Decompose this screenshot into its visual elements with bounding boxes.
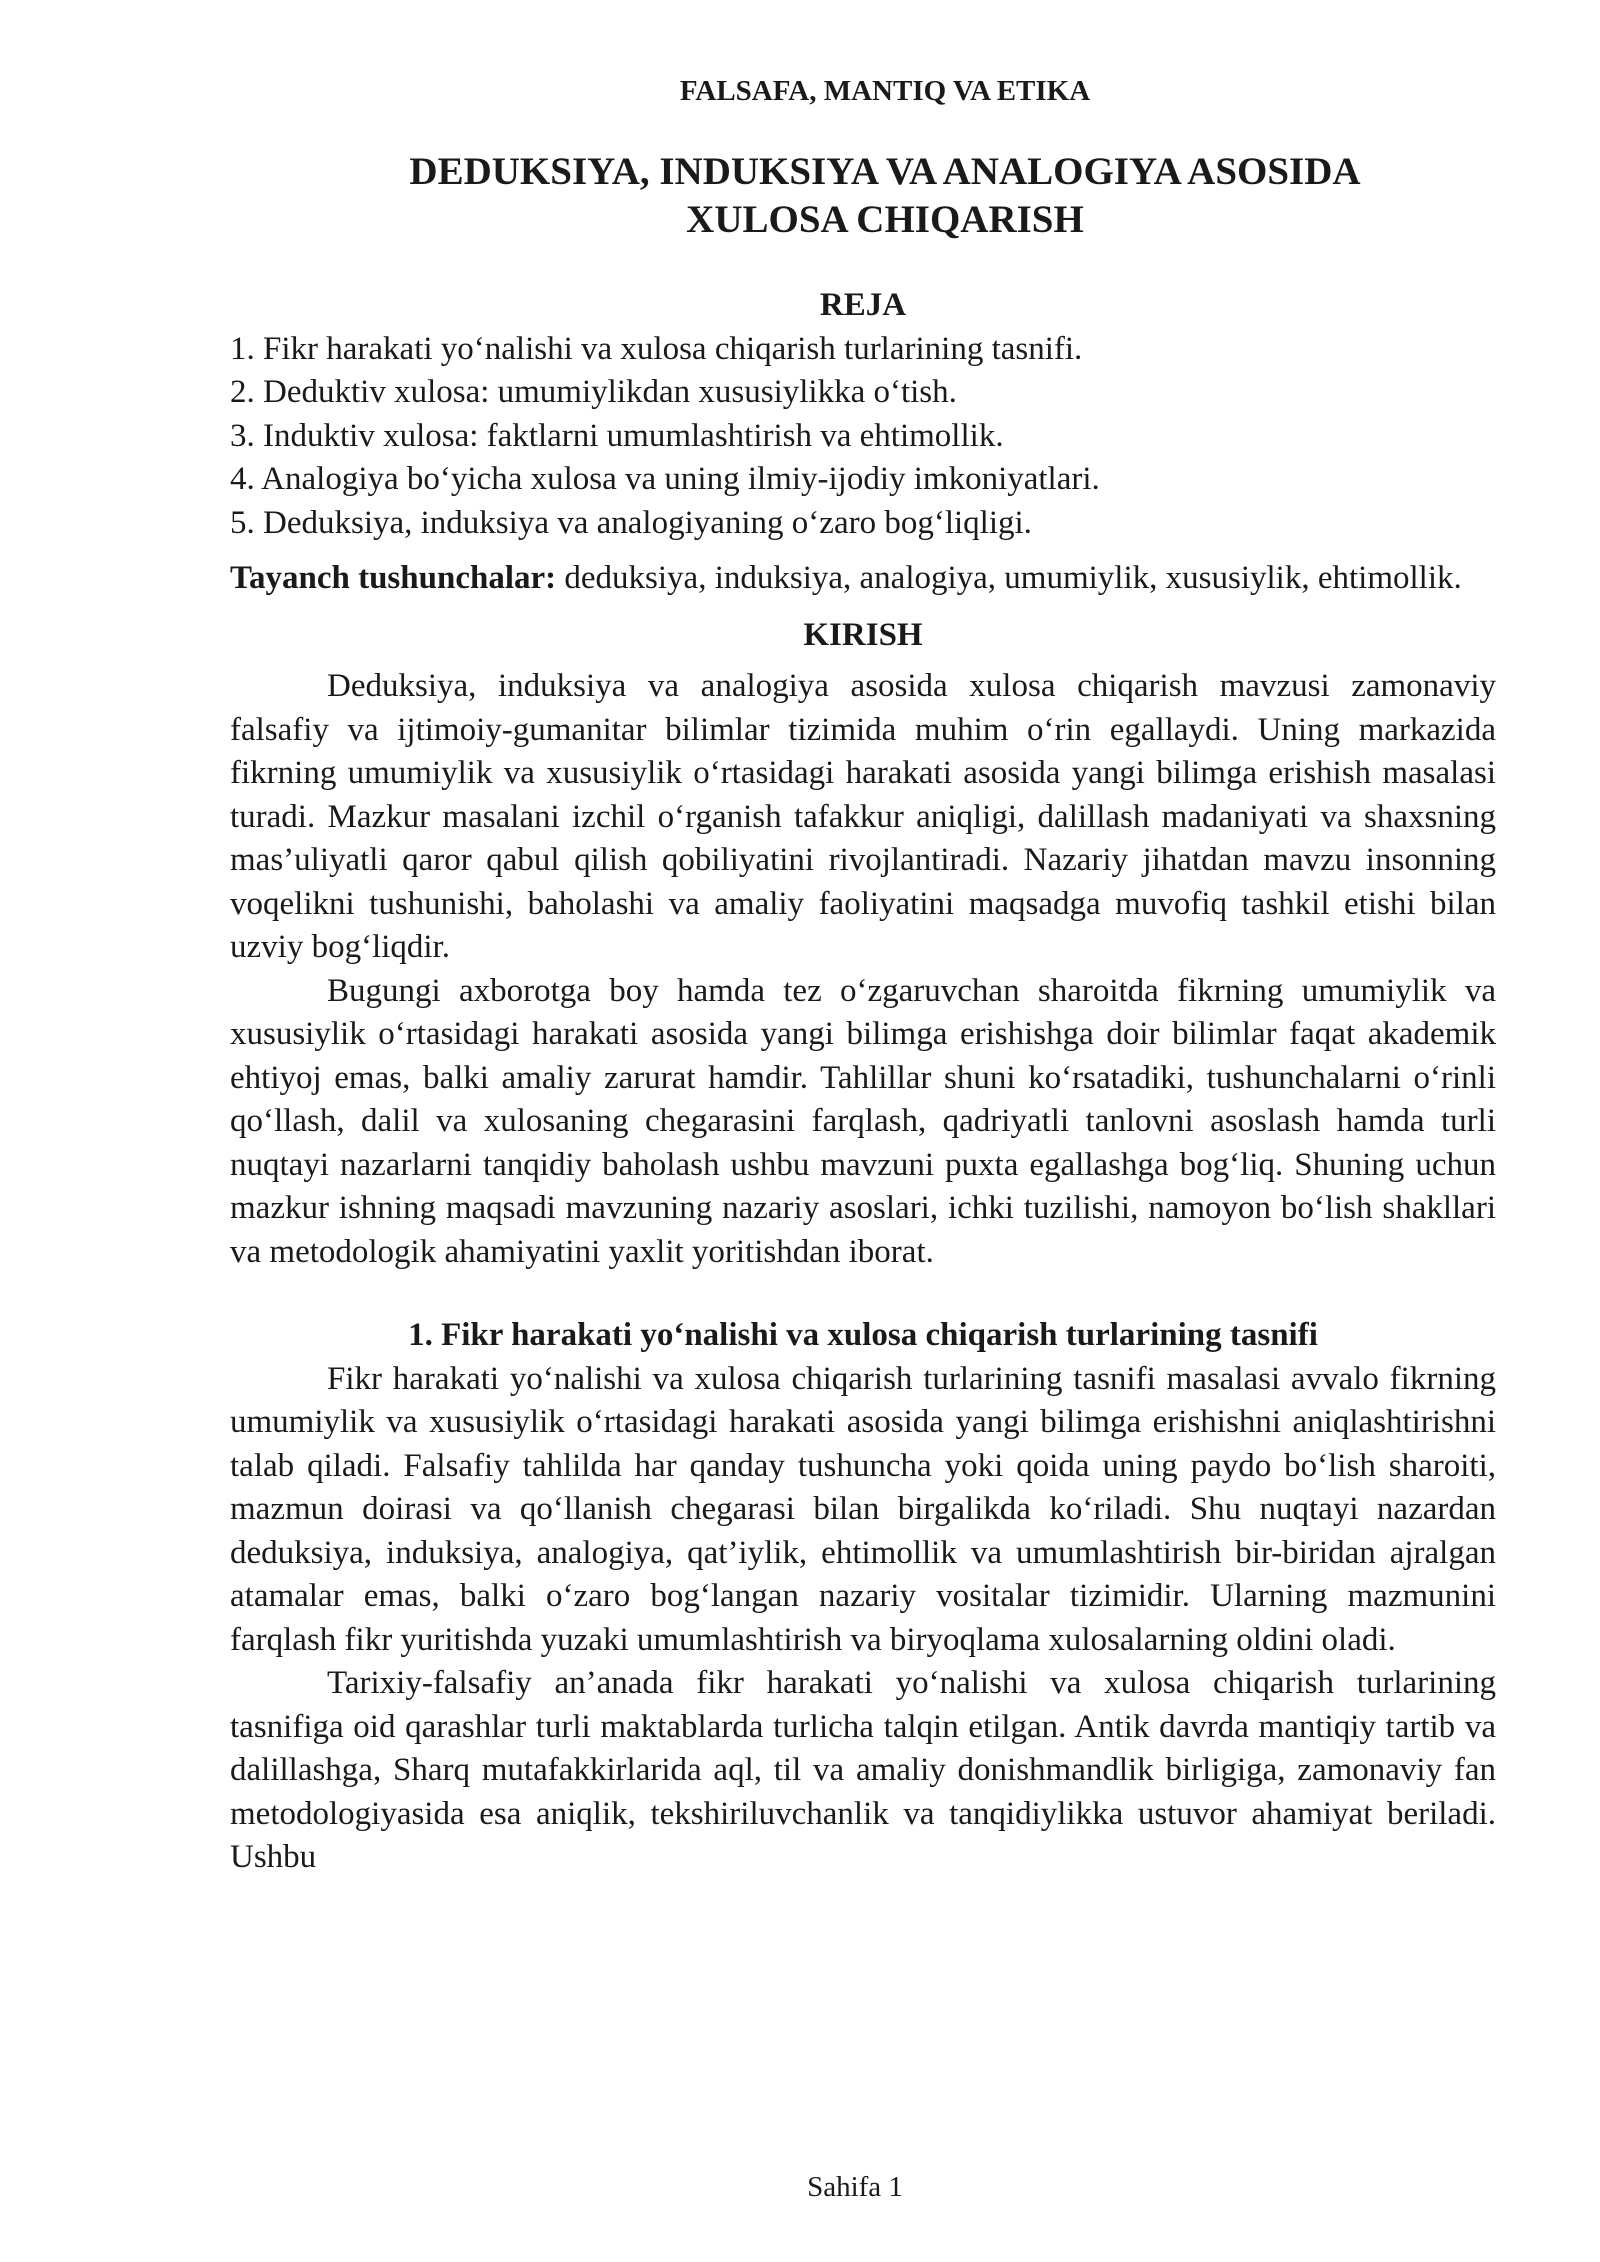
plan-item: 4. Analogiya bo‘yicha xulosa va uning ilmiy-ijodiy imkoniyatlari.	[230, 461, 1100, 497]
key-concepts-text: deduksiya, induksiya, analogiya, umumiylik, xususiylik, ehtimollik.	[556, 560, 1462, 596]
section-1-paragraph: Tarixiy-falsafiy an’anada fikr harakati yo‘nalishi va xulosa chiqarish turlarining tasnifiga oid qarashlar turli maktablarda turlicha talqin etilgan. Antik davrda mantiqiy tartib va dalillashga, Sharq mutafakkirlarida aql, til va amaliy donishmandlik birligiga, zamonaviy fan metodologiyasida esa aniqlik, tekshiriluvchanlik va tanqidiylikka ustuvor ahamiyat beriladi. Ushbu	[230, 1665, 1496, 1875]
section-1-paragraph: Fikr harakati yo‘nalishi va xulosa chiqarish turlarining tasnifi masalasi avvalo fikrning umumiylik va xususiylik o‘rtasidagi harakati asosida yangi bilimga erishishni aniqlashtirishni talab qiladi. Falsafiy tahlilda har qanday tushuncha yoki qoida uning paydo bo‘lish sharoiti, mazmun doirasi va qo‘llanish chegarasi bilan birgalikda ko‘riladi. Shu nuqtayi nazardan deduksiya, induksiya, analogiya, qat’iylik, ehtimollik va umumlashtirish bir-biridan ajralgan atamalar emas, balki o‘zaro bog‘langan nazariy vositalar tizimidir. Ularning mazmunini farqlash fikr yuritishda yuzaki umumlashtirish va biryoqlama xulosalarning oldini oladi.	[230, 1360, 1496, 1658]
plan-heading: REJA	[819, 287, 907, 323]
plan-list	[230, 328, 1496, 546]
page-number: Sahifa 1	[807, 2171, 903, 2203]
page-content	[230, 72, 1496, 1880]
document-title-line-1: DEDUKSIYA, INDUKSIYA VA ANALOGIYA ASOSIDA	[409, 150, 1361, 193]
document-title	[230, 148, 1496, 244]
plan-item: 5. Deduksiya, induksiya va analogiyaning o‘zaro bog‘liqligi.	[230, 504, 1032, 541]
running-header: FALSAFA, MANTIQ VA ETIKA	[679, 75, 1091, 107]
document-title-line-2: XULOSA CHIQARISH	[686, 198, 1084, 241]
plan-item: 2. Deduktiv xulosa: umumiylikdan xususiylikka o‘tish.	[230, 374, 957, 410]
intro-paragraph: Bugungi axborotga boy hamda tez o‘zgaruvchan sharoitda fikrning umumiylik va xususiylik o‘rtasidagi harakati asosida yangi bilimga erishishga doir bilimlar faqat akademik ehtiyoj emas, balki amaliy zarurat hamdir. Tahlillar shuni ko‘rsatadiki, tushunchalarni o‘rinli qo‘llash, dalil va xulosaning chegarasini farqlash, qadriyatli tanlovni asoslash hamda turli nuqtayi nazarlarni tanqidiy baholash ushbu mavzuni puxta egallashga bog‘liq. Shuning uchun mazkur ishning maqsadi mavzuning nazariy asoslari, ichki tuzilishi, namoyon bo‘lish shakllari va metodologik ahamiyatini yaxlit yoritishdan iborat.	[230, 972, 1496, 1270]
key-concepts	[230, 557, 1496, 601]
intro-paragraph: Deduksiya, induksiya va analogiya asosida xulosa chiqarish mavzusi zamonaviy falsafiy va ijtimoiy-gumanitar bilimlar tizimida muhim o‘rin egallaydi. Uning markazida fikrning umumiylik va xususiylik o‘rtasidagi harakati asosida yangi bilimga erishish masalasi turadi. Mazkur masalani izchil o‘rganish tafakkur aniqligi, dalillash madaniyati va shaxsning mas’uliyatli qaror qabul qilish qobiliyatini rivojlantiradi. Nazariy jihatdan mavzu insonning voqelikni tushunishi, baholashi va amaliy faoliyatini maqsadga muvofiq tashkil etishi bilan uzviy bog‘liqdir.	[230, 668, 1496, 965]
plan-item: 3. Induktiv xulosa: faktlarni umumlashtirish va ehtimollik.	[230, 417, 1004, 454]
plan-item: 1. Fikr harakati yo‘nalishi va xulosa chiqarish turlarining tasnifi.	[230, 330, 1083, 367]
intro-heading: KIRISH	[803, 616, 923, 653]
section-1-heading: 1. Fikr harakati yo‘nalishi va xulosa chiqarish turlarining tasnifi	[408, 1317, 1318, 1353]
key-concepts-label: Tayanch tushunchalar:	[230, 560, 557, 596]
